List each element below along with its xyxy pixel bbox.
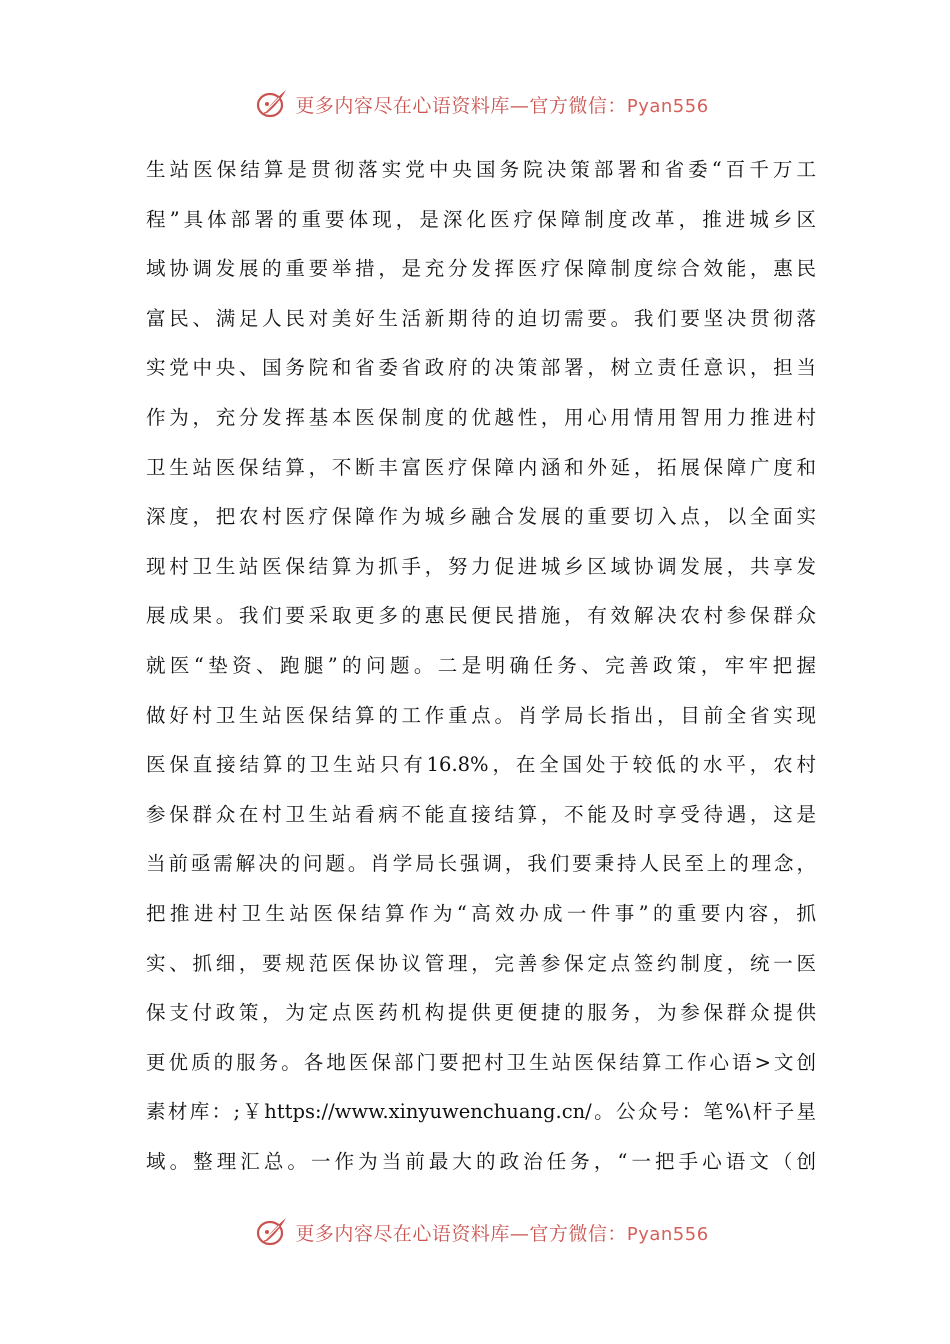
body-line: 做好村卫生站医保结算的工作重点。肖学局长指出，目前全省实现 xyxy=(146,703,816,727)
body-line: 保支付政策，为定点医药机构提供更便捷的服务，为参保群众提供 xyxy=(146,1001,816,1025)
header-banner-title: 更多内容尽在心语资料库 xyxy=(295,94,510,117)
footer-banner-title: 更多内容尽在心语资料库 xyxy=(295,1222,510,1245)
footer-banner-inner xyxy=(255,1215,708,1249)
feather-pen-logo-icon xyxy=(255,87,289,121)
body-line: 参保群众在村卫生站看病不能直接结算，不能及时享受待遇，这是 xyxy=(146,802,816,826)
header-banner-text xyxy=(295,91,708,118)
body-line: 展成果。我们要采取更多的惠民便民措施，有效解决农村参保群众 xyxy=(146,604,816,628)
body-line: 富民、满足人民对美好生活新期待的迫切需要。我们要坚决贯彻落 xyxy=(146,306,816,330)
body-line: 医保直接结算的卫生站只有16.8%，在全国处于较低的水平，农村 xyxy=(146,753,816,777)
body-line: 当前亟需解决的问题。肖学局长强调，我们要秉持人民至上的理念， xyxy=(146,852,816,876)
footer-banner-label: 官方微信： xyxy=(529,1222,627,1245)
header-banner-label: 官方微信： xyxy=(529,94,627,117)
footer-banner-text xyxy=(295,1219,708,1246)
body-line: 域。整理汇总。一作为当前最大的政治任务，“一把手心语文（创 xyxy=(146,1149,816,1173)
header-banner-wechat-id: Pyan556 xyxy=(626,95,709,117)
body-line: 把推进村卫生站医保结算作为“高效办成一件事”的重要内容，抓 xyxy=(146,901,816,925)
body-line: 域协调发展的重要举措，是充分发挥医疗保障制度综合效能，惠民 xyxy=(146,257,816,281)
body-line: 作为，充分发挥基本医保制度的优越性，用心用情用智用力推进村 xyxy=(146,405,816,429)
body-line: 实、抓细，要规范医保协议管理，完善参保定点签约制度，统一医 xyxy=(146,951,816,975)
body-line: 就医“垫资、跑腿”的问题。二是明确任务、完善政策，牢牢把握 xyxy=(146,653,816,677)
body-line: 现村卫生站医保结算为抓手，努力促进城乡区域协调发展，共享发 xyxy=(146,554,816,578)
body-line: 生站医保结算是贯彻落实党中央国务院决策部署和省委“百千万工 xyxy=(146,158,816,181)
body-line: 深度，把农村医疗保障作为城乡融合发展的重要切入点，以全面实 xyxy=(146,505,816,529)
header-banner-inner xyxy=(255,87,708,121)
body-line: 卫生站医保结算，不断丰富医疗保障内涵和外延，拓展保障广度和 xyxy=(146,455,816,479)
footer-banner-wechat-id: Pyan556 xyxy=(626,1223,709,1245)
document-body xyxy=(146,152,816,1193)
footer-banner xyxy=(0,1212,950,1252)
footer-banner-dash: — xyxy=(509,1222,530,1245)
body-line: 更优质的服务。各地医保部门要把村卫生站医保结算工作心语>文创 xyxy=(146,1050,816,1074)
header-banner xyxy=(0,84,950,124)
feather-pen-logo-icon xyxy=(255,1215,289,1249)
body-line: 程”具体部署的重要体现，是深化医疗保障制度改革，推进城乡区 xyxy=(146,207,816,231)
body-line: 素材库：;￥https://www.xinyuwenchuang.cn/。公众号：笔%\杆子星 xyxy=(146,1100,816,1124)
body-line: 实党中央、国务院和省委省政府的决策部署，树立责任意识，担当 xyxy=(146,356,816,380)
header-banner-dash: — xyxy=(509,94,530,117)
